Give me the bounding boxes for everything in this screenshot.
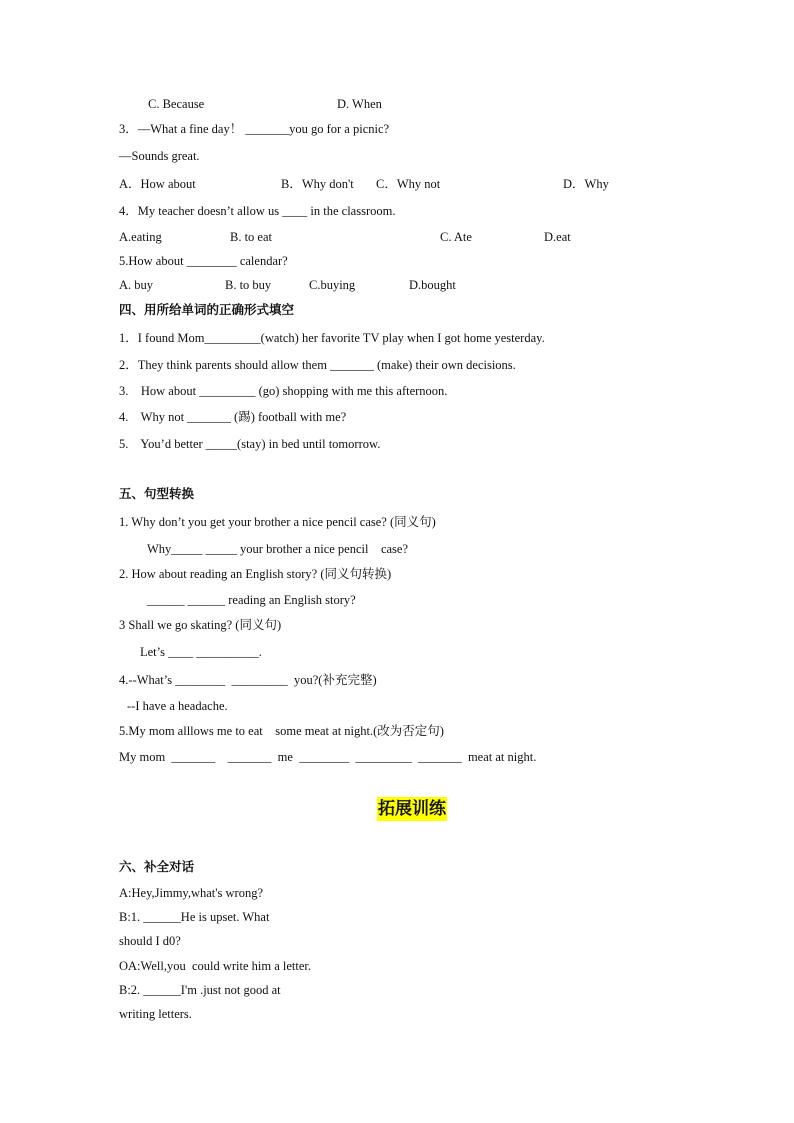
q3-text: 3．—What a fine day！ _______you go for a picnic? [119,122,390,136]
section4-item-3: 3. How about _________ (go) shopping with me this afternoon. [119,384,448,398]
section4-item-4: 4. Why not _______ (踢) football with me? [119,410,347,424]
q3-option-c: C．Why not [376,177,441,191]
dialogue-line: B:2. ______I'm .just not good at [119,983,281,997]
dialogue-line: B:1. ______He is upset. What [119,910,270,924]
extension-training-banner: 拓展训练 [378,799,446,819]
q4-text: 4．My teacher doesn’t allow us ____ in the classroom. [119,204,396,218]
q5-option-c: C.buying [309,278,356,292]
section5-line: 4.--What’s ________ _________ you?(补充完整) [119,673,377,687]
section5-line: --I have a headache. [127,699,228,713]
q5-option-b: B. to buy [225,278,272,292]
q3-option-d: D．Why [563,177,609,191]
q4-option-b: B. to eat [230,230,273,244]
section4-item-5: 5. You’d better _____(stay) in bed until tomorrow. [119,437,381,451]
section4-heading: 四、用所给单词的正确形式填空 [119,302,295,317]
section5-line: 5.My mom alllows me to eat some meat at night.(改为否定句) [119,724,444,738]
q3-option-a: A．How about [119,177,196,191]
q2-option-d: D. When [337,97,382,111]
q4-option-c: C. Ate [440,230,472,244]
q2-option-c: C. Because [148,97,205,111]
q5-option-d: D.bought [409,278,456,292]
section6-heading: 六、补全对话 [119,859,195,874]
section5-line: 3 Shall we go skating? (同义句) [119,618,282,632]
dialogue-line: OA:Well,you could write him a letter. [119,959,312,973]
section5-line: Let’s ____ __________. [140,645,262,659]
q3-option-b: B．Why don't [281,177,354,191]
section5-line: My mom _______ _______ me ________ _________ _______ meat at night. [119,750,537,764]
section5-line: 2. How about reading an English story? (同义句转换) [119,567,392,581]
q4-option-a: A.eating [119,230,162,244]
q3-reply: —Sounds great. [119,149,200,163]
section5-heading: 五、句型转换 [119,486,195,501]
section4-item-1: 1．I found Mom_________(watch) her favorite TV play when I got home yesterday. [119,331,545,345]
q5-option-a: A. buy [119,278,154,292]
section4-item-2: 2．They think parents should allow them _______ (make) their own decisions. [119,358,516,372]
dialogue-line: writing letters. [119,1007,192,1021]
dialogue-line: A:Hey,Jimmy,what's wrong? [119,886,264,900]
dialogue-line: should I d0? [119,934,181,948]
section5-line: ______ ______ reading an English story? [147,593,356,607]
section5-line: 1. Why don’t you get your brother a nice pencil case? (同义句) [119,515,436,529]
q5-text: 5.How about ________ calendar? [119,254,288,268]
q4-option-d: D.eat [544,230,571,244]
section5-line: Why_____ _____ your brother a nice pencil case? [147,542,409,556]
